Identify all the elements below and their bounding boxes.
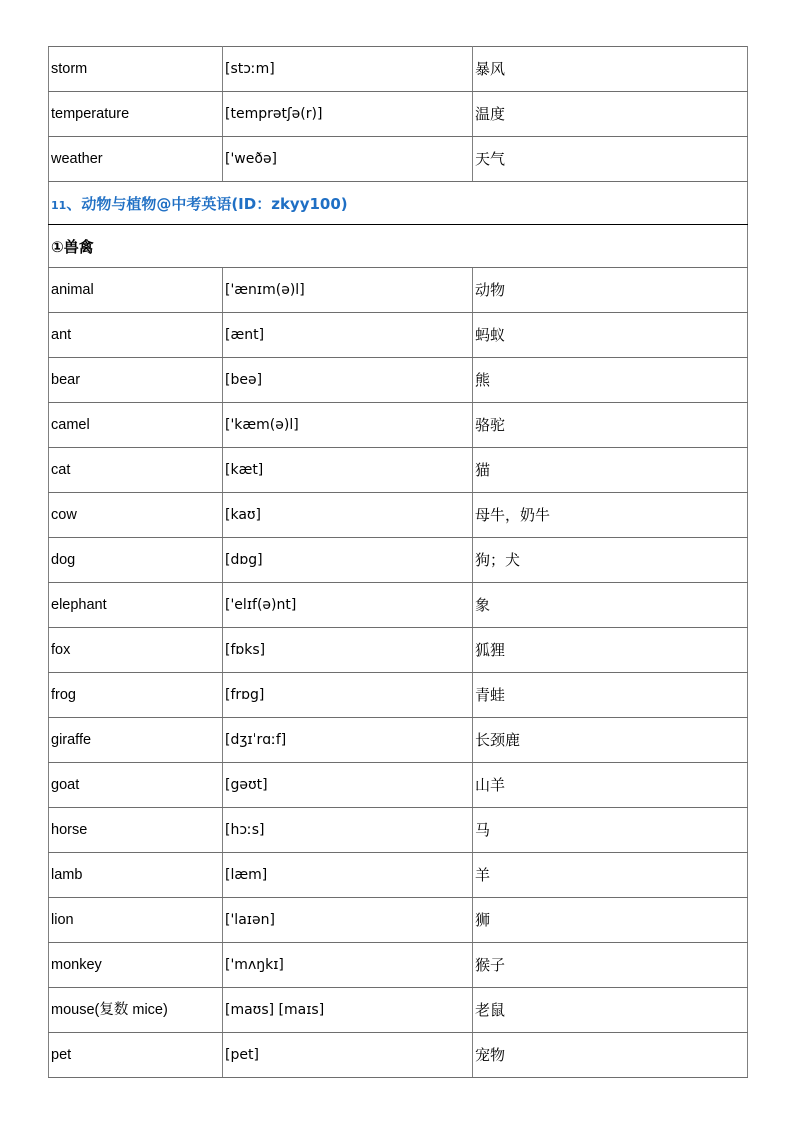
- phonetic-cell-text: [læm]: [225, 866, 268, 883]
- phonetic-cell-text: [stɔːm]: [225, 60, 275, 77]
- meaning-cell-text: 猴子: [475, 955, 506, 974]
- word-cell-text: storm: [51, 60, 88, 77]
- table-row: [49, 718, 748, 763]
- table-row: [49, 988, 748, 1033]
- word-cell: [49, 538, 223, 583]
- meaning-cell-text: 羊: [475, 865, 491, 884]
- section-title-text: 动物与植物@中考英语(ID：zkyy100): [81, 194, 348, 213]
- phonetic-cell: [223, 137, 473, 182]
- word-cell-text: cow: [51, 506, 77, 523]
- table-row: [49, 943, 748, 988]
- phonetic-cell: [223, 943, 473, 988]
- word-cell-text: ant: [51, 326, 72, 343]
- meaning-cell: [473, 763, 748, 808]
- meaning-cell-text: 老鼠: [475, 1000, 506, 1019]
- phonetic-cell-text: [fɒks]: [225, 641, 266, 658]
- phonetic-cell: [223, 988, 473, 1033]
- meaning-cell: [473, 808, 748, 853]
- phonetic-cell: [223, 47, 473, 92]
- meaning-cell: [473, 493, 748, 538]
- meaning-cell: [473, 538, 748, 583]
- meaning-cell: [473, 313, 748, 358]
- table-row: [49, 268, 748, 313]
- table-row: [49, 583, 748, 628]
- meaning-cell-text: 狗；犬: [475, 550, 521, 569]
- phonetic-cell: [223, 628, 473, 673]
- word-cell-text: weather: [51, 150, 103, 167]
- word-cell-text: horse: [51, 821, 88, 838]
- phonetic-cell: [223, 583, 473, 628]
- word-cell-text: lamb: [51, 866, 83, 883]
- meaning-cell-text: 猫: [475, 460, 491, 479]
- phonetic-cell-text: [hɔːs]: [225, 821, 265, 838]
- word-cell-text: fox: [51, 641, 71, 658]
- word-cell-text: goat: [51, 776, 80, 793]
- subsection-header-row: [49, 225, 748, 268]
- phonetic-cell-text: [dɒg]: [225, 551, 263, 568]
- phonetic-cell: [223, 1033, 473, 1078]
- vocabulary-table-body: [49, 47, 748, 1078]
- word-cell-text: bear: [51, 371, 81, 388]
- phonetic-cell: [223, 493, 473, 538]
- word-cell: [49, 673, 223, 718]
- phonetic-cell: [223, 673, 473, 718]
- phonetic-cell-text: ['mʌŋkɪ]: [225, 956, 284, 973]
- phonetic-cell-text: ['laɪən]: [225, 911, 275, 928]
- word-cell-text: monkey: [51, 956, 102, 973]
- word-cell-text: giraffe: [51, 731, 92, 748]
- meaning-cell-text: 动物: [475, 280, 506, 299]
- table-row: [49, 137, 748, 182]
- phonetic-cell: [223, 358, 473, 403]
- word-cell-text: cat: [51, 461, 71, 478]
- meaning-cell-text: 熊: [475, 370, 491, 389]
- word-cell: [49, 1033, 223, 1078]
- word-cell-text: frog: [51, 686, 76, 703]
- phonetic-cell: [223, 92, 473, 137]
- phonetic-cell-text: ['ænɪm(ə)l]: [225, 281, 305, 298]
- phonetic-cell-text: [temprətʃə(r)]: [225, 105, 323, 122]
- meaning-cell: [473, 92, 748, 137]
- word-cell: [49, 763, 223, 808]
- word-cell: [49, 403, 223, 448]
- table-row: [49, 92, 748, 137]
- meaning-cell-text: 象: [475, 595, 491, 614]
- phonetic-cell-text: [pet]: [225, 1046, 259, 1063]
- table-row: [49, 47, 748, 92]
- phonetic-cell-text: [beə]: [225, 371, 263, 388]
- meaning-cell-text: 狮: [475, 910, 491, 929]
- meaning-cell: [473, 628, 748, 673]
- meaning-cell: [473, 47, 748, 92]
- phonetic-cell-text: [gəʊt]: [225, 776, 268, 793]
- meaning-cell: [473, 943, 748, 988]
- phonetic-cell-text: [kæt]: [225, 461, 264, 478]
- phonetic-cell-text: [maʊs] [maɪs]: [225, 1001, 325, 1018]
- meaning-cell-text: 天气: [475, 149, 506, 168]
- table-row: [49, 493, 748, 538]
- meaning-cell-text: 宠物: [475, 1045, 506, 1064]
- table-row: [49, 313, 748, 358]
- word-cell-text: elephant: [51, 596, 107, 613]
- meaning-cell: [473, 718, 748, 763]
- section-header-row: [49, 182, 748, 225]
- phonetic-cell: [223, 808, 473, 853]
- word-cell-text: dog: [51, 551, 76, 568]
- phonetic-cell: [223, 853, 473, 898]
- table-row: [49, 763, 748, 808]
- section-separator: 、: [66, 194, 82, 213]
- meaning-cell-text: 山羊: [475, 775, 506, 794]
- meaning-cell-text: 温度: [475, 104, 506, 123]
- meaning-cell-text: 马: [475, 820, 491, 839]
- table-row: [49, 1033, 748, 1078]
- word-cell: [49, 583, 223, 628]
- meaning-cell: [473, 673, 748, 718]
- word-cell-text: pet: [51, 1046, 72, 1063]
- word-cell: [49, 448, 223, 493]
- phonetic-cell: [223, 448, 473, 493]
- word-cell: [49, 268, 223, 313]
- table-row: [49, 403, 748, 448]
- table-row: [49, 628, 748, 673]
- phonetic-cell: [223, 898, 473, 943]
- table-row: [49, 538, 748, 583]
- meaning-cell-text: 狐狸: [475, 640, 506, 659]
- word-cell: [49, 313, 223, 358]
- meaning-cell: [473, 1033, 748, 1078]
- meaning-cell-text: 母牛，奶牛: [475, 505, 551, 524]
- subsection-title-text: ①兽禽: [51, 237, 94, 256]
- word-cell-text: temperature: [51, 105, 130, 122]
- word-cell: [49, 92, 223, 137]
- meaning-cell: [473, 268, 748, 313]
- meaning-cell: [473, 403, 748, 448]
- word-cell: [49, 718, 223, 763]
- vocabulary-table: [48, 46, 748, 1078]
- word-cell: [49, 988, 223, 1033]
- phonetic-cell: [223, 313, 473, 358]
- table-row: [49, 448, 748, 493]
- phonetic-cell: [223, 538, 473, 583]
- meaning-cell: [473, 988, 748, 1033]
- table-row: [49, 853, 748, 898]
- word-cell-text: lion: [51, 911, 74, 928]
- meaning-cell-text: 蚂蚁: [475, 325, 506, 344]
- word-cell: [49, 808, 223, 853]
- word-cell: [49, 137, 223, 182]
- phonetic-cell: [223, 718, 473, 763]
- phonetic-cell: [223, 763, 473, 808]
- table-row: [49, 358, 748, 403]
- word-cell: [49, 853, 223, 898]
- phonetic-cell-text: [frɒg]: [225, 686, 265, 703]
- meaning-cell-text: 暴风: [475, 59, 506, 78]
- word-cell: [49, 943, 223, 988]
- phonetic-cell: [223, 403, 473, 448]
- word-cell: [49, 358, 223, 403]
- phonetic-cell-text: [dʒɪˈrɑːf]: [225, 731, 287, 748]
- phonetic-cell-text: [kaʊ]: [225, 506, 262, 523]
- phonetic-cell-text: [ænt]: [225, 326, 265, 343]
- meaning-cell: [473, 583, 748, 628]
- phonetic-cell-text: ['weðə]: [225, 150, 278, 167]
- phonetic-cell: [223, 268, 473, 313]
- table-row: [49, 898, 748, 943]
- word-cell-text: camel: [51, 416, 90, 433]
- subsection-header-cell: [49, 225, 748, 268]
- meaning-cell-text: 青蛙: [475, 685, 506, 704]
- meaning-cell: [473, 853, 748, 898]
- phonetic-cell-text: ['elɪf(ə)nt]: [225, 596, 297, 613]
- word-cell: [49, 493, 223, 538]
- table-row: [49, 808, 748, 853]
- section-title: [51, 195, 348, 213]
- meaning-cell: [473, 448, 748, 493]
- table-row: [49, 673, 748, 718]
- meaning-cell: [473, 137, 748, 182]
- section-number: 11: [51, 198, 67, 212]
- word-cell: [49, 898, 223, 943]
- word-cell-text: animal: [51, 281, 94, 298]
- section-header-cell: [49, 182, 748, 225]
- word-cell: [49, 47, 223, 92]
- meaning-cell-text: 骆驼: [475, 415, 506, 434]
- meaning-cell: [473, 898, 748, 943]
- phonetic-cell-text: ['kæm(ə)l]: [225, 416, 299, 433]
- word-cell-text: mouse(复数 mice): [51, 1001, 168, 1018]
- meaning-cell-text: 长颈鹿: [475, 730, 521, 749]
- word-cell: [49, 628, 223, 673]
- meaning-cell: [473, 358, 748, 403]
